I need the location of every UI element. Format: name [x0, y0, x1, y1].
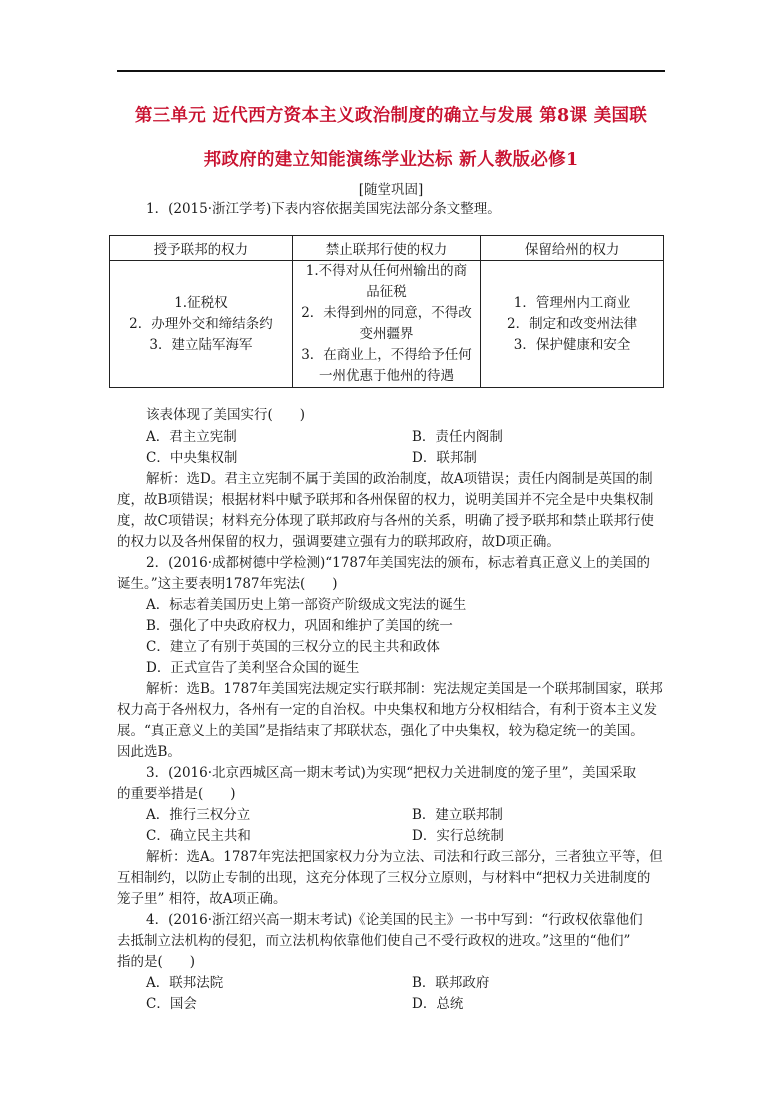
q3-stem-line: 3．(2016·北京西城区高一期末考试)为实现“把权力关进制度的笼子里”，美国采取 [146, 765, 637, 781]
q4-option-b: B．联邦政府 [412, 975, 490, 991]
table-cell-line: 3．建立陆军海军 [149, 336, 253, 353]
q1-option-a: A．君主立宪制 [146, 429, 237, 445]
q3-option-d: D．实行总统制 [412, 828, 504, 844]
table-cell-line: 一州优惠于他州的待遇 [318, 368, 454, 384]
q4-stem-line: 4．(2016·浙江绍兴高一期末考试)《论美国的民主》一书中写到：“行政权依靠他们 [146, 912, 643, 928]
q1-stem: 1．(2015·浙江学考)下表内容依据美国宪法部分条文整理。 [146, 201, 501, 217]
q4-option-d: D．总统 [412, 996, 464, 1012]
table-row [110, 261, 664, 388]
q3-stem-line: 的重要举措是( ) [117, 786, 236, 802]
table-cell-line: 3．在商业上，不得给予任何 [301, 347, 472, 363]
q3-option-c: C．确立民主共和 [146, 828, 251, 844]
q2-analysis-line: 权力高于各州权力，各州有一定的自治权。中央集权和地方分权相结合，有利于资本主义发 [117, 702, 657, 718]
table-cell-federal-powers [110, 261, 293, 388]
page-title-line-1: 第三单元 近代西方资本主义政治制度的确立与发展 第8课 美国联 [134, 106, 648, 126]
q3-option-a: A．推行三权分立 [146, 807, 251, 823]
header-rule [117, 70, 665, 72]
q1-ask: 该表体现了美国实行( ) [146, 407, 306, 423]
table-cell-line: 1.不得对从任何州输出的商 [305, 263, 468, 279]
q1-analysis-line: 度，故C项错误；材料充分体现了联邦政府与各州的关系，明确了授予联邦和禁止联邦行使 [117, 513, 654, 529]
q2-option-a: A．标志着美国历史上第一部资产阶级成文宪法的诞生 [146, 597, 467, 613]
q3-analysis-line: 笼子里” 相符，故A项正确。 [117, 891, 287, 907]
q4-stem-line: 去抵制立法机构的侵犯，而立法机构依靠他们使自己不受行政权的进攻。”这里的“他们” [117, 933, 631, 949]
q1-option-d: D．联邦制 [412, 450, 477, 466]
page-title-line-2: 邦政府的建立知能演练学业达标 新人教版必修1 [203, 150, 579, 170]
table-cell-line: 2．未得到州的同意，不得改 [301, 305, 472, 321]
rights-table [109, 235, 664, 388]
table-cell-state-powers [481, 261, 664, 388]
q2-option-b: B．强化了中央政府权力，巩固和维护了美国的统一 [146, 618, 453, 634]
table-cell-line: 3．保护健康和安全 [513, 336, 631, 353]
q4-option-a: A．联邦法院 [146, 975, 224, 991]
table-cell-line: 2．制定和改变州法律 [507, 315, 638, 332]
q2-stem-line: 诞生。”这主要表明1787年宪法( ) [117, 576, 338, 592]
q2-analysis-line: 解析：选B。1787年美国宪法规定实行联邦制：宪法规定美国是一个联邦制国家，联邦 [146, 681, 663, 697]
q1-option-b: B．责任内阁制 [412, 429, 503, 445]
table-header-row [110, 236, 664, 261]
table-header-cell: 授予联邦的权力 [110, 236, 293, 261]
q3-analysis-line: 解析：选A。1787年宪法把国家权力分为立法、司法和行政三部分，三者独立平等，但 [146, 849, 663, 865]
q4-option-c: C．国会 [146, 996, 197, 1012]
q3-option-b: B．建立联邦制 [412, 807, 503, 823]
table-cell-line: 变州疆界 [359, 326, 414, 342]
q1-option-c: C．中央集权制 [146, 450, 238, 466]
q2-stem-line: 2．(2016·成都树德中学检测)“1787年美国宪法的颁布，标志着真正意义上的美国的 [146, 555, 651, 571]
table-header-cell: 保留给州的权力 [481, 236, 664, 261]
section-label: [随堂巩固] [358, 182, 424, 198]
table-cell-line: 2．办理外交和缔结条约 [129, 315, 273, 332]
q3-analysis-line: 互相制约，以防止专制的出现，这充分体现了三权分立原则，与材料中“把权力关进制度的 [117, 870, 651, 886]
q2-analysis-line: 展。“真正意义上的美国”是指结束了邦联状态，强化了中央集权，较为稳定统一的美国。 [117, 723, 644, 739]
table-header-cell: 禁止联邦行使的权力 [292, 236, 480, 261]
table-cell-line: 品征税 [366, 284, 407, 300]
table-cell-line: 1．管理州内工商业 [513, 294, 631, 311]
q1-analysis-line: 解析：选D。君主立宪制不属于美国的政治制度，故A项错误；责任内阁制是英国的制 [146, 471, 653, 487]
q2-analysis-line: 因此选B。 [117, 744, 181, 760]
table-cell-prohibited-powers [292, 261, 480, 388]
table-cell-line: 1.征税权 [174, 294, 228, 311]
q2-option-c: C．建立了有别于英国的三权分立的民主共和政体 [146, 639, 440, 655]
q1-analysis-line: 的权力以及各州保留的权力，强调要建立强有力的联邦政府，故D项正确。 [117, 534, 560, 550]
q1-analysis-line: 度，故B项错误；根据材料中赋予联邦和各州保留的权力，说明美国并不完全是中央集权制 [117, 492, 654, 508]
q4-stem-line: 指的是( ) [117, 954, 196, 970]
q2-option-d: D．正式宣告了美利坚合众国的诞生 [146, 660, 360, 676]
